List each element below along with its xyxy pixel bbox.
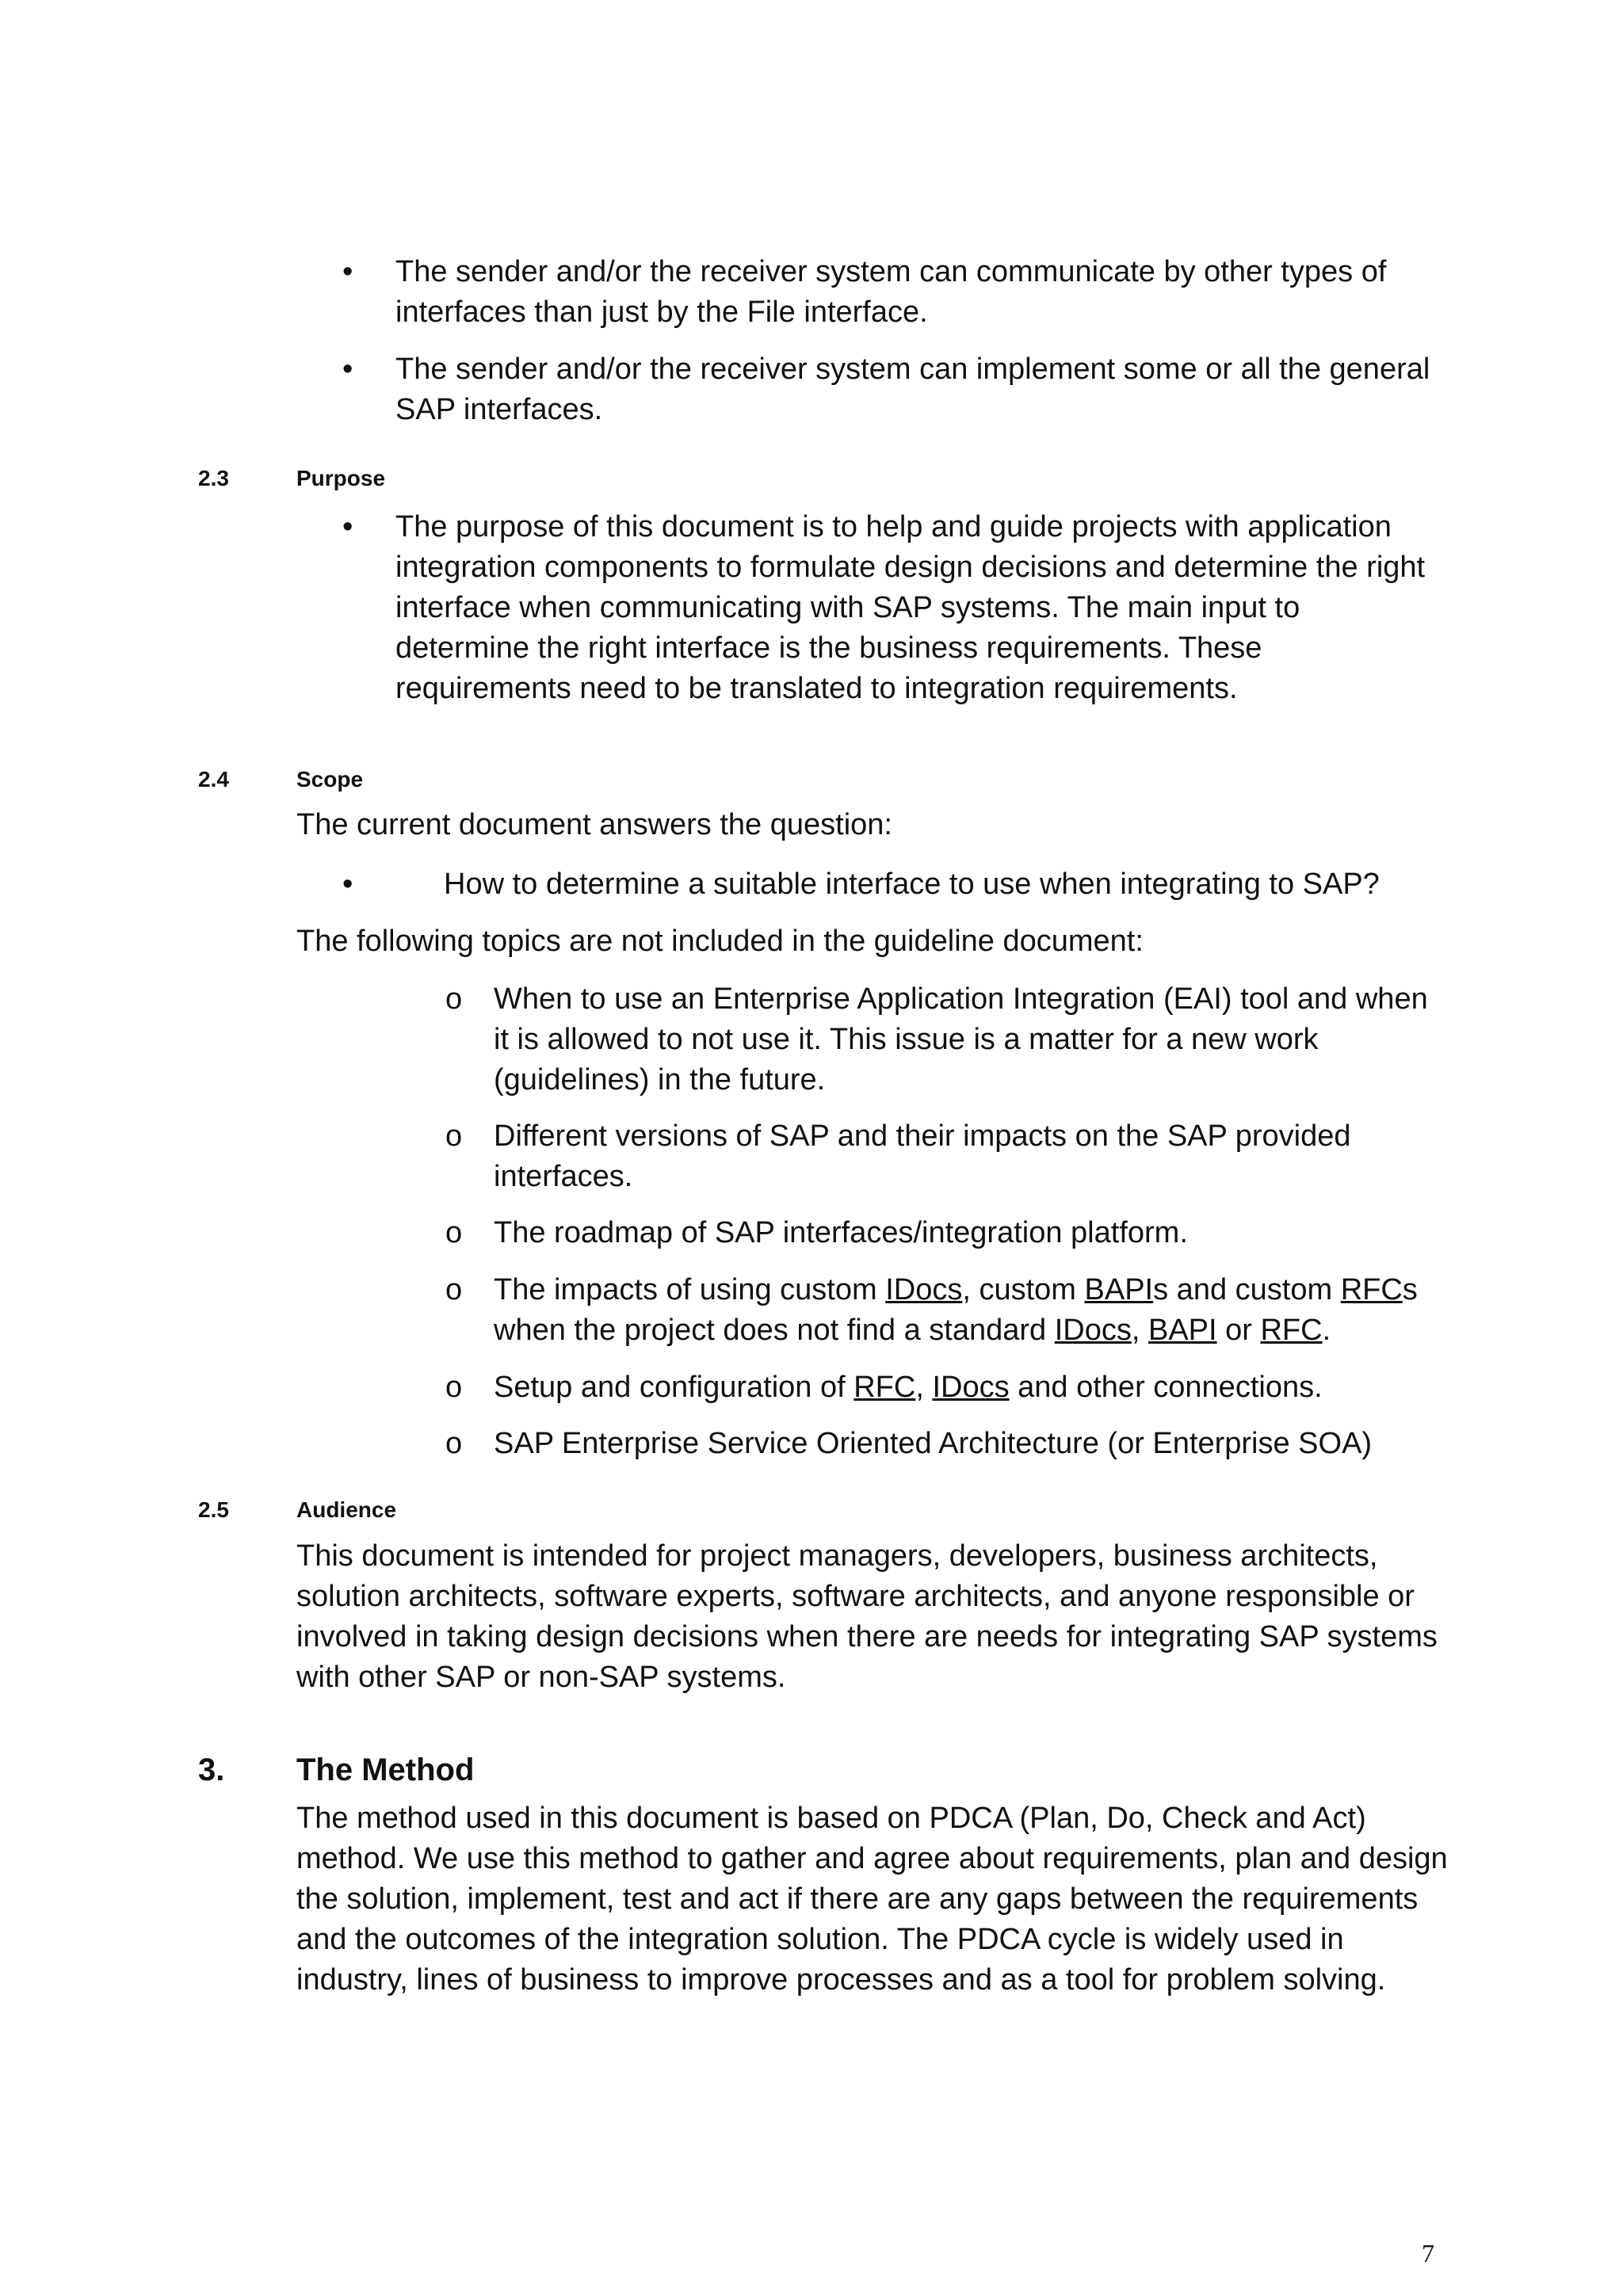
audience-text: This document is intended for project managers, developers, business architects, solution architects, software experts, software architects, and anyone responsible or involved in taking design decisions when there are needs for integrating SAP systems with other SAP or non-SAP systems.	[296, 1539, 1438, 1694]
list-marker: o	[445, 1273, 463, 1306]
item5-text: Setup and configuration of	[494, 1371, 854, 1404]
item4-text: s when the project does not find a standard	[494, 1273, 1418, 1347]
item4-text: , custom	[962, 1273, 1085, 1306]
excluded-item-4	[494, 1270, 1429, 1351]
rfc-link[interactable]: RFC	[854, 1371, 916, 1404]
method-text: The method used in this document is based on PDCA (Plan, Do, Check and Act) method. We use this method to gather and agree about requirements, plan and design the solution, implement, test and act if there are any gaps between the requirements and the outcomes of the integration solution. The PDCA cycle is widely used in industry, lines of business to improve processes and as a tool for problem solving.	[296, 1802, 1448, 1997]
bapi-link[interactable]: BAPI	[1084, 1273, 1154, 1306]
section-number-2-4: 2.4	[198, 767, 229, 791]
page-number: 7	[1422, 2239, 1434, 2267]
section-number-2-5: 2.5	[198, 1497, 229, 1522]
item4-text: ,	[1131, 1314, 1148, 1347]
list-marker: o	[445, 1427, 463, 1460]
scope-excluded-intro: The following topics are not included in the guideline document:	[296, 925, 1144, 958]
top-bullet-1: The sender and/or the receiver system can communicate by other types of interfaces than just by the File interface.	[395, 255, 1387, 329]
idocs-link[interactable]: IDocs	[1054, 1314, 1132, 1347]
section-title-scope: Scope	[296, 767, 364, 791]
scope-intro: The current document answers the question:	[296, 808, 892, 841]
section-title-purpose: Purpose	[296, 466, 386, 490]
item5-text: ,	[915, 1371, 933, 1404]
item4-text: s and custom	[1153, 1273, 1341, 1306]
excluded-item-5	[494, 1367, 1429, 1408]
list-marker: o	[445, 982, 463, 1016]
excluded-item-3: The roadmap of SAP interfaces/integration platform.	[494, 1216, 1188, 1249]
scope-question: How to determine a suitable interface to use when integrating to SAP?	[444, 868, 1380, 901]
item4-text: .	[1322, 1314, 1331, 1347]
bullet-marker: •	[342, 868, 353, 901]
purpose-bullet: The purpose of this document is to help and guide projects with application integration components to formulate design decisions and determine the right interface when communicating with SAP systems. The main input to determine the right interface is the business requirements. These requirements need to be translated to integration requirements.	[395, 510, 1426, 705]
section-number-2-3: 2.3	[198, 466, 229, 490]
top-bullet-2: The sender and/or the receiver system can implement some or all the general SAP interfaces.	[395, 353, 1430, 426]
idocs-link[interactable]: IDocs	[932, 1371, 1010, 1404]
section-title-audience: Audience	[296, 1497, 397, 1522]
list-marker: o	[445, 1216, 463, 1249]
list-marker: o	[445, 1119, 463, 1153]
section-number-3: 3.	[198, 1753, 225, 1787]
rfc-link[interactable]: RFC	[1260, 1314, 1323, 1347]
bapi-link[interactable]: BAPI	[1148, 1314, 1217, 1347]
bullet-marker: •	[342, 255, 353, 288]
bullet-marker: •	[342, 510, 353, 543]
idocs-link[interactable]: IDocs	[885, 1273, 963, 1306]
rfc-link[interactable]: RFC	[1340, 1273, 1403, 1306]
list-marker: o	[445, 1371, 463, 1404]
bullet-marker: •	[342, 353, 353, 386]
item4-text: The impacts of using custom	[494, 1273, 886, 1306]
excluded-item-6: SAP Enterprise Service Oriented Architecture (or Enterprise SOA)	[494, 1427, 1373, 1460]
section-title-method: The Method	[296, 1753, 475, 1787]
excluded-item-2: Different versions of SAP and their impacts on the SAP provided interfaces.	[494, 1119, 1351, 1193]
item5-text: and other connections.	[1009, 1371, 1323, 1404]
excluded-item-1: When to use an Enterprise Application Integration (EAI) tool and when it is allowed to not use it. This issue is a matter for a new work (guidelines) in the future.	[494, 982, 1428, 1097]
item4-text: or	[1216, 1314, 1261, 1347]
